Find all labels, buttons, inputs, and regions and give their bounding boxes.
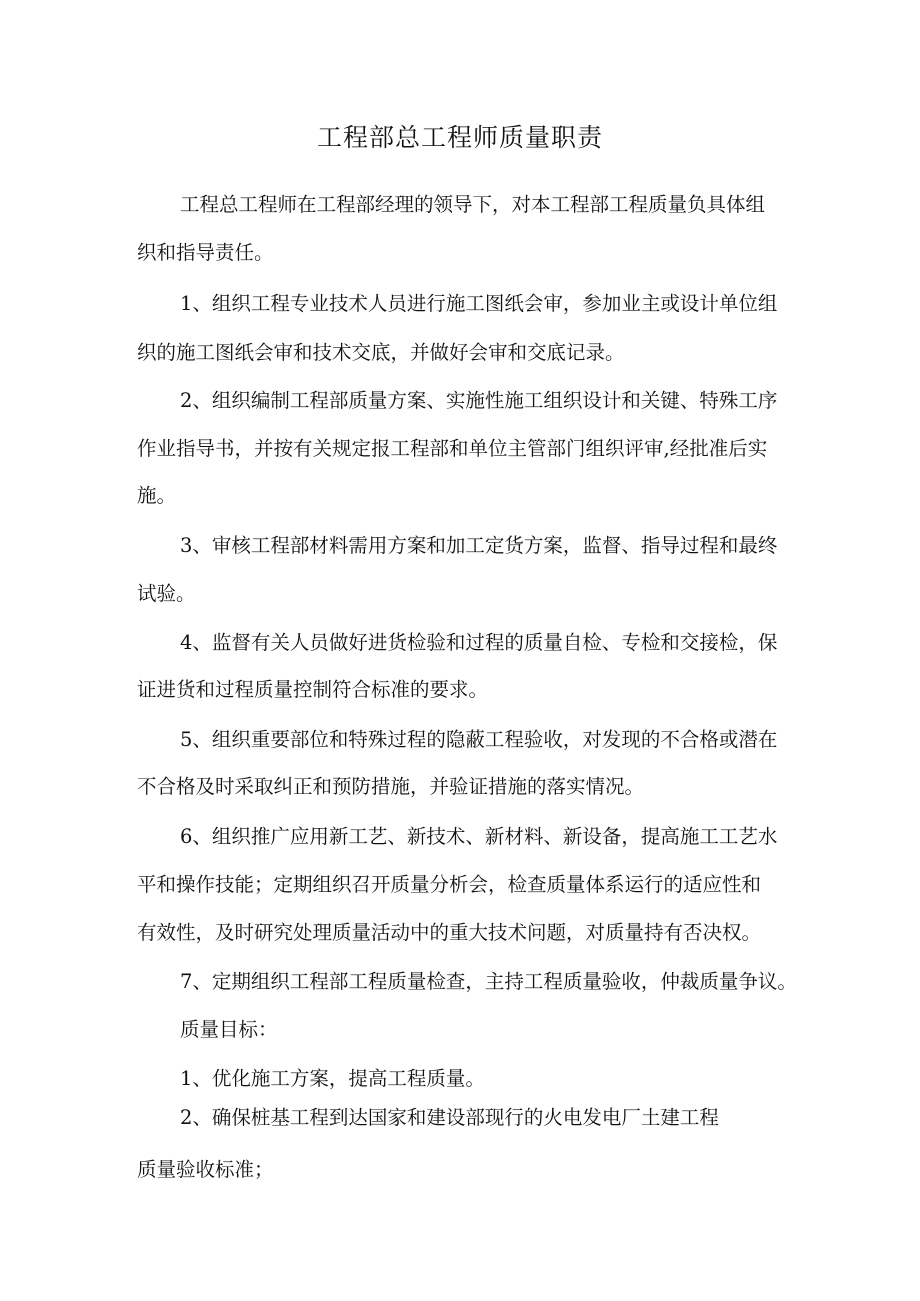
- section-heading: 质量目标：: [180, 1018, 278, 1041]
- paragraph-line: 1、组织工程专业技术人员进行施工图纸会审，参加业主或设计单位组: [180, 292, 778, 315]
- paragraph-line: 试验。: [137, 582, 196, 605]
- paragraph-line: 6、组织推广应用新工艺、新技术、新材料、新设备，提高施工工艺水: [180, 825, 778, 848]
- paragraph-line: 4、监督有关人员做好进货检验和过程的质量自检、专检和交接检，保: [180, 631, 778, 654]
- list-item: 2、确保桩基工程到达国家和建设部现行的火电发电厂土建工程: [180, 1106, 719, 1129]
- paragraph-line: 织的施工图纸会审和技术交底，并做好会审和交底记录。: [137, 341, 625, 364]
- paragraph-line: 不合格及时采取纠正和预防措施，并验证措施的落实情况。: [137, 775, 645, 798]
- paragraph-line: 施。: [137, 484, 177, 507]
- list-item: 1、优化施工方案，提高工程质量。: [180, 1067, 485, 1090]
- paragraph-line: 7、定期组织工程部工程质量检查，主持工程质量验收，仲裁质量争议。: [180, 970, 797, 993]
- list-item-continuation: 质量验收标准；: [137, 1158, 274, 1181]
- paragraph-line: 作业指导书，并按有关规定报工程部和单位主管部门组织评审,经批准后实: [137, 437, 768, 460]
- paragraph-line: 平和操作技能；定期组织召开质量分析会，检查质量体系运行的适应性和: [137, 873, 762, 896]
- paragraph-line: 有效性，及时研究处理质量活动中的重大技术问题，对质量持有否决权。: [137, 921, 762, 944]
- paragraph-line: 工程总工程师在工程部经理的领导下，对本工程部工程质量负具体组: [180, 193, 766, 216]
- page-title: 工程部总工程师质量职责: [316, 123, 603, 152]
- paragraph-line: 证进货和过程质量控制符合标准的要求。: [137, 678, 489, 701]
- paragraph-line: 织和指导责任。: [137, 241, 274, 264]
- paragraph-line: 5、组织重要部位和特殊过程的隐蔽工程验收，对发现的不合格或潜在: [180, 728, 778, 751]
- paragraph-line: 3、审核工程部材料需用方案和加工定货方案，监督、指导过程和最终: [180, 534, 778, 557]
- paragraph-line: 2、组织编制工程部质量方案、实施性施工组织设计和关键、特殊工序: [180, 389, 778, 412]
